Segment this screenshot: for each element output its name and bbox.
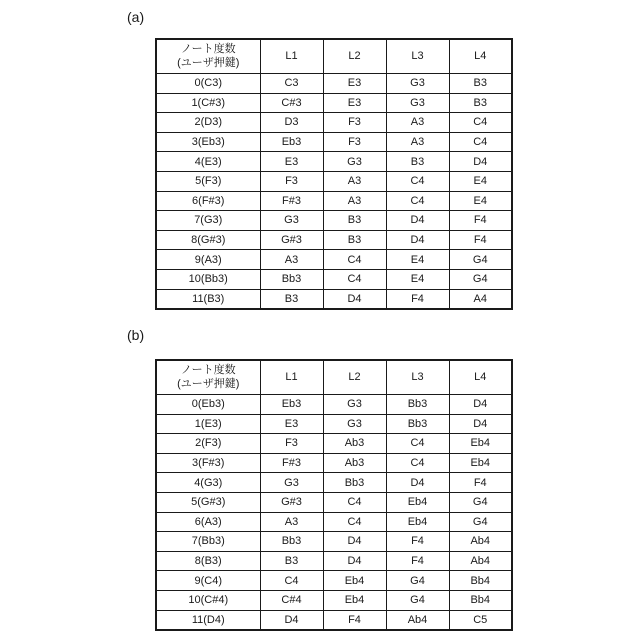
note-degree-cell: 11(D4) [156,610,260,630]
note-degree-cell: 6(F#3) [156,191,260,211]
note-degree-cell: 3(F#3) [156,453,260,473]
note-degree-cell: 1(E3) [156,414,260,434]
note-cell: D4 [449,395,512,415]
note-degree-cell: 1(C#3) [156,93,260,113]
note-cell: Ab4 [386,610,449,630]
note-cell: D4 [449,152,512,172]
note-cell: Eb3 [260,132,323,152]
note-cell: Eb4 [386,492,449,512]
note-cell: G4 [386,571,449,591]
note-cell: F#3 [260,453,323,473]
note-cell: A3 [323,191,386,211]
note-degree-cell: 6(A3) [156,512,260,532]
note-degree-cell: 5(G#3) [156,492,260,512]
note-cell: F4 [386,532,449,552]
note-cell: C4 [386,434,449,454]
note-cell: E3 [260,414,323,434]
note-degree-cell: 9(A3) [156,250,260,270]
note-degree-cell: 9(C4) [156,571,260,591]
note-cell: C#4 [260,590,323,610]
note-cell: C4 [386,171,449,191]
note-cell: A3 [386,113,449,133]
note-cell: C#3 [260,93,323,113]
note-cell: C4 [323,512,386,532]
note-degree-cell: 8(B3) [156,551,260,571]
note-cell: D4 [323,532,386,552]
table-row [156,532,512,552]
note-table-a [155,38,513,310]
column-header-l1: L1 [260,360,323,395]
note-cell: F#3 [260,191,323,211]
note-cell: C4 [449,132,512,152]
note-cell: C5 [449,610,512,630]
column-header-l4: L4 [449,360,512,395]
note-degree-header-line2: (ユーザ押鍵) [177,56,240,69]
column-header-l1: L1 [260,39,323,74]
note-cell: F4 [449,230,512,250]
note-degree-cell: 10(C#4) [156,590,260,610]
note-cell: C4 [323,250,386,270]
table-row [156,132,512,152]
table-row [156,289,512,309]
table-row [156,414,512,434]
note-cell: F4 [449,473,512,493]
note-degree-header [156,360,260,395]
note-degree-header [156,39,260,74]
note-cell: Eb4 [323,590,386,610]
table-row [156,250,512,270]
note-cell: A4 [449,289,512,309]
table-row [156,191,512,211]
note-degree-cell: 3(Eb3) [156,132,260,152]
table-row [156,453,512,473]
column-header-l4: L4 [449,39,512,74]
note-cell: D3 [260,113,323,133]
note-cell: B3 [260,289,323,309]
note-cell: B3 [449,74,512,94]
note-cell: D4 [323,551,386,571]
table-row [156,473,512,493]
note-cell: C4 [386,453,449,473]
note-cell: B3 [386,152,449,172]
table-row [156,512,512,532]
note-cell: Ab3 [323,434,386,454]
note-cell: G3 [260,473,323,493]
note-cell: G4 [449,492,512,512]
note-cell: G3 [323,395,386,415]
note-cell: B3 [323,230,386,250]
column-header-l2: L2 [323,360,386,395]
note-cell: G4 [449,269,512,289]
note-cell: Eb4 [386,512,449,532]
note-cell: F3 [260,171,323,191]
note-cell: A3 [260,512,323,532]
table-row [156,230,512,250]
note-cell: F3 [323,113,386,133]
note-degree-cell: 8(G#3) [156,230,260,250]
table-row [156,93,512,113]
note-cell: Bb4 [449,590,512,610]
note-cell: Bb3 [260,269,323,289]
note-cell: Eb4 [449,434,512,454]
note-cell: C4 [449,113,512,133]
note-cell: D4 [386,230,449,250]
note-cell: A3 [260,250,323,270]
note-cell: Ab3 [323,453,386,473]
note-cell: C3 [260,74,323,94]
note-cell: F3 [323,132,386,152]
note-degree-cell: 7(Bb3) [156,532,260,552]
note-cell: A3 [323,171,386,191]
note-degree-cell: 11(B3) [156,289,260,309]
note-degree-cell: 10(Bb3) [156,269,260,289]
note-cell: F4 [386,551,449,571]
note-cell: G3 [260,211,323,231]
note-degree-cell: 4(E3) [156,152,260,172]
table-row [156,269,512,289]
note-cell: Bb4 [449,571,512,591]
note-cell: F4 [323,610,386,630]
note-cell: G3 [386,74,449,94]
note-cell: Ab4 [449,551,512,571]
note-cell: E4 [449,191,512,211]
note-cell: G4 [449,250,512,270]
note-cell: D4 [260,610,323,630]
table-row [156,211,512,231]
note-cell: B3 [449,93,512,113]
header-row [156,39,512,74]
note-cell: Eb4 [449,453,512,473]
figure-label-a: (a) [127,9,145,25]
note-degree-cell: 4(G3) [156,473,260,493]
note-table-b [155,359,513,631]
note-cell: D4 [386,473,449,493]
figure-label-b: (b) [127,327,145,343]
note-cell: B3 [323,211,386,231]
note-cell: Bb3 [386,395,449,415]
header-row [156,360,512,395]
note-cell: E3 [323,93,386,113]
table-row [156,492,512,512]
note-cell: Eb4 [323,571,386,591]
note-cell: G3 [323,152,386,172]
column-header-l2: L2 [323,39,386,74]
note-cell: G#3 [260,492,323,512]
table-row [156,590,512,610]
note-cell: F4 [449,211,512,231]
column-header-l3: L3 [386,360,449,395]
note-degree-header-line1: ノート度数 [180,363,236,376]
note-cell: D4 [323,289,386,309]
table-row [156,113,512,133]
note-cell: Eb3 [260,395,323,415]
note-degree-cell: 2(F3) [156,434,260,454]
note-cell: A3 [386,132,449,152]
note-cell: B3 [260,551,323,571]
note-cell: Ab4 [449,532,512,552]
note-cell: C4 [323,492,386,512]
table-row [156,610,512,630]
note-cell: Bb3 [323,473,386,493]
note-cell: E4 [386,269,449,289]
note-cell: E4 [386,250,449,270]
note-cell: E4 [449,171,512,191]
note-cell: D4 [386,211,449,231]
note-cell: Bb3 [386,414,449,434]
table-row [156,551,512,571]
column-header-l3: L3 [386,39,449,74]
note-cell: G3 [386,93,449,113]
note-degree-header-line2: (ユーザ押鍵) [177,377,240,390]
table-row [156,434,512,454]
note-degree-cell: 5(F3) [156,171,260,191]
note-degree-cell: 7(G3) [156,211,260,231]
note-cell: G#3 [260,230,323,250]
note-cell: C4 [260,571,323,591]
table-row [156,171,512,191]
note-cell: D4 [449,414,512,434]
table-row [156,395,512,415]
table-row [156,74,512,94]
note-cell: F4 [386,289,449,309]
note-degree-header-line1: ノート度数 [180,42,236,55]
note-cell: G4 [386,590,449,610]
table-row [156,152,512,172]
note-cell: E3 [323,74,386,94]
note-cell: F3 [260,434,323,454]
note-degree-cell: 0(Eb3) [156,395,260,415]
note-degree-cell: 0(C3) [156,74,260,94]
table-row [156,571,512,591]
note-cell: G4 [449,512,512,532]
note-cell: E3 [260,152,323,172]
note-cell: G3 [323,414,386,434]
note-degree-cell: 2(D3) [156,113,260,133]
note-cell: C4 [323,269,386,289]
note-cell: C4 [386,191,449,211]
note-cell: Bb3 [260,532,323,552]
